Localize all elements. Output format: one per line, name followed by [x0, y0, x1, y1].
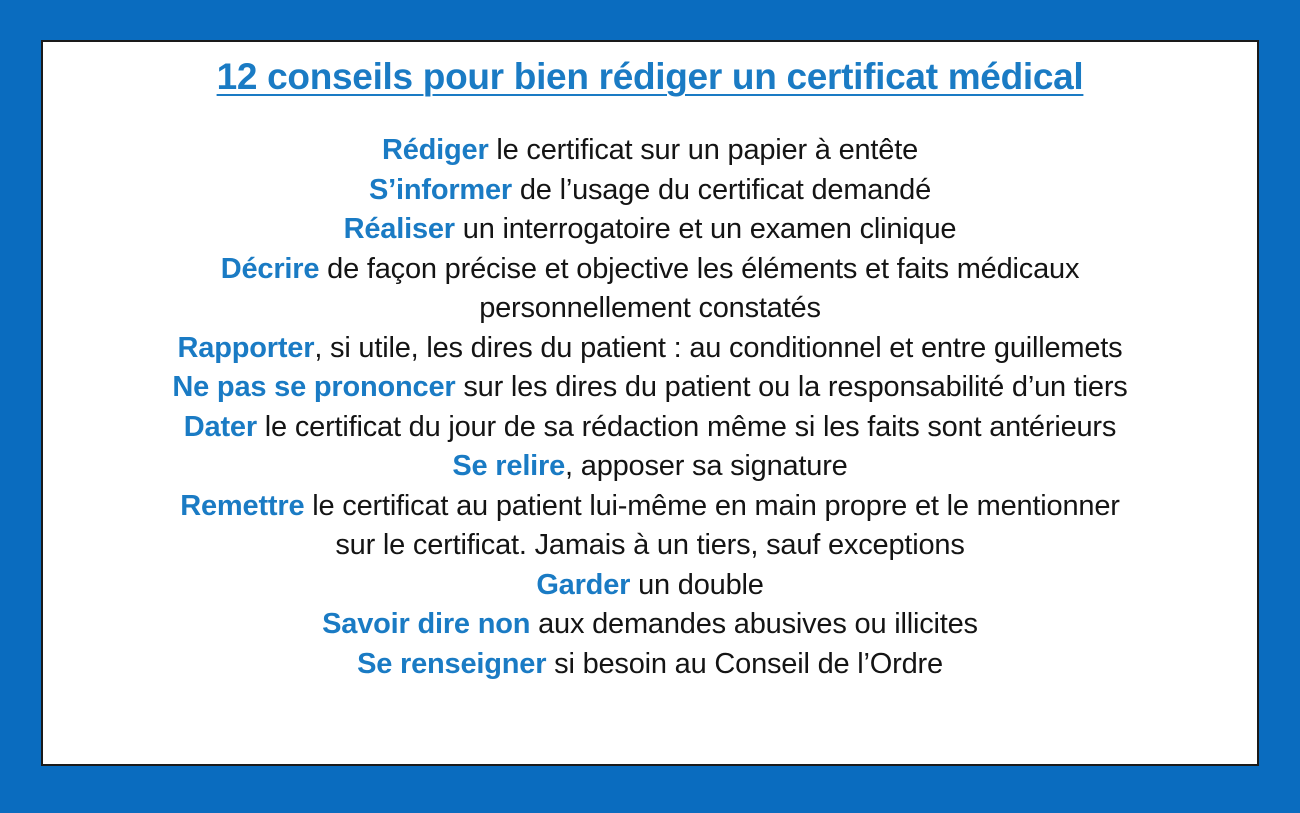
tip-item-4: [43, 250, 1257, 329]
tip-item-3: [43, 210, 1257, 250]
tips-list: [43, 131, 1257, 684]
tip-item-7: [43, 408, 1257, 448]
tip-text: le certificat du jour de sa rédaction même si les faits sont antérieurs: [256, 410, 1117, 443]
tip-keyword: Garder: [536, 568, 631, 601]
tip-keyword: Rédiger: [381, 134, 489, 166]
tip-text-continued: personnellement constatés: [479, 292, 821, 324]
tip-item-2: [43, 171, 1257, 211]
tip-item-6: [43, 368, 1257, 408]
tip-text: le certificat au patient lui-même en main propre et le mentionner: [304, 489, 1120, 522]
tips-card: [41, 40, 1259, 766]
tip-text-continued: sur le certificat. Jamais à un tiers, sauf exceptions: [335, 529, 965, 561]
tip-item-5: [43, 329, 1257, 369]
tip-text: de façon précise et objective les éléments et faits médicaux: [319, 252, 1080, 285]
tip-item-10: [43, 566, 1257, 606]
tip-text: aux demandes abusives ou illicites: [530, 608, 978, 640]
tip-text: si besoin au Conseil de l’Ordre: [546, 647, 943, 680]
tip-keyword: Réaliser: [343, 213, 455, 245]
tip-item-12: [43, 645, 1257, 685]
tip-keyword: S’informer: [368, 173, 513, 206]
tip-keyword: Ne pas se prononcer: [172, 371, 456, 403]
tip-keyword: Remettre: [180, 489, 305, 522]
tip-keyword: Se renseigner: [357, 647, 547, 680]
tip-item-11: [43, 605, 1257, 645]
tip-item-1: [43, 131, 1257, 171]
tip-text: , si utile, les dires du patient : au conditionnel et entre guillemets: [314, 331, 1123, 364]
tip-text: de l’usage du certificat demandé: [512, 173, 932, 206]
tip-text: , apposer sa signature: [565, 450, 848, 482]
tip-text: un interrogatoire et un examen clinique: [454, 213, 957, 245]
page-title: 12 conseils pour bien rédiger un certificat médical: [216, 56, 1084, 97]
tip-keyword: Dater: [183, 410, 257, 443]
tip-item-9: [43, 487, 1257, 566]
tip-keyword: Se relire: [452, 450, 566, 482]
tip-text: le certificat sur un papier à entête: [488, 134, 919, 166]
tip-item-8: [43, 447, 1257, 487]
tip-keyword: Rapporter: [177, 331, 315, 364]
tip-text: sur les dires du patient ou la responsabilité d’un tiers: [455, 371, 1128, 403]
tip-keyword: Savoir dire non: [322, 608, 531, 640]
tip-text: un double: [630, 568, 764, 601]
tip-keyword: Décrire: [220, 252, 320, 285]
